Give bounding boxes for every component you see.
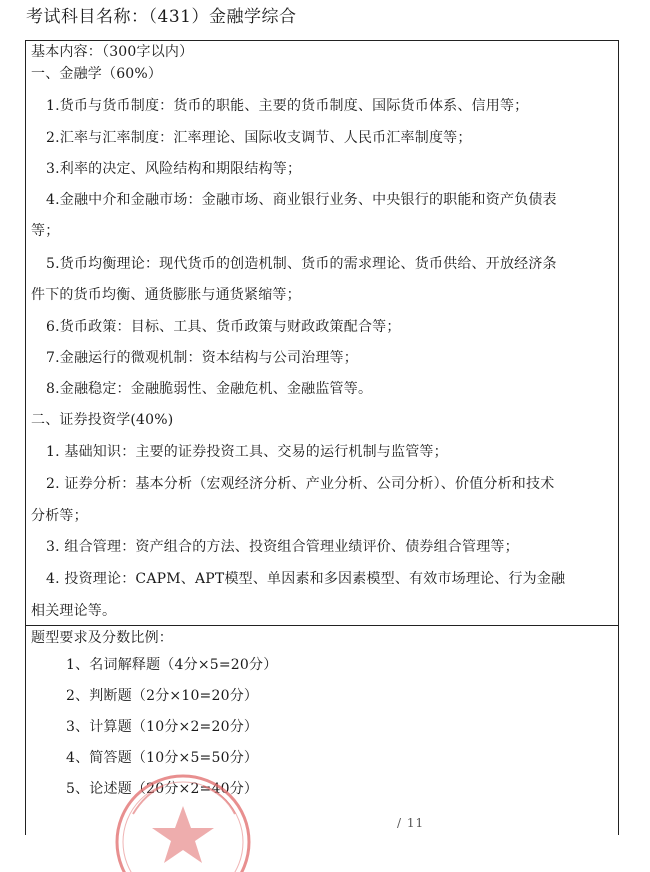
basic-content-heading: 基本内容：（300字以内）: [31, 44, 194, 60]
section2-item: 2. 证券分析：基本分析（宏观经济分析、产业分析、公司分析）、价值分析和技术: [46, 476, 555, 492]
section1-item: 2.汇率与汇率制度：汇率理论、国际收支调节、人民币汇率制度等；: [46, 130, 472, 146]
requirement-item: 4、简答题（10分×5=50分）: [66, 750, 259, 766]
requirement-item: 2、判断题（2分×10=20分）: [66, 688, 259, 704]
section1-item: 6.货币政策：目标、工具、货币政策与财政政策配合等；: [46, 319, 401, 335]
section1-item: 8.金融稳定：金融脆弱性、金融危机、金融监管等。: [46, 381, 373, 397]
section2-item-continued: 分析等；: [31, 508, 88, 524]
section-divider: [25, 625, 619, 626]
section2-heading: 二、证券投资学(40%): [31, 412, 174, 428]
requirement-item: 3、计算题（10分×2=20分）: [66, 719, 259, 735]
section1-item: 4.金融中介和金融市场：金融市场、商业银行业务、中央银行的职能和资产负债表: [46, 192, 557, 208]
requirement-item: 1、名词解释题（4分×5=20分）: [66, 657, 278, 673]
requirement-item: 5、论述题（20分×2=40分）: [66, 781, 259, 797]
page-number: / 11: [397, 816, 425, 830]
requirements-heading: 题型要求及分数比例：: [31, 630, 173, 646]
section2-item: 3. 组合管理：资产组合的方法、投资组合管理业绩评价、债券组合管理等；: [46, 539, 519, 555]
section2-item: 4. 投资理论：CAPM、APT模型、单因素和多因素模型、有效市场理论、行为金融: [46, 571, 566, 587]
section2-item-continued: 相关理论等。: [31, 603, 117, 619]
section1-item: 3.利率的决定、风险结构和期限结构等；: [46, 161, 302, 177]
section1-item-continued: 件下的货币均衡、通货膨胀与通货紧缩等；: [31, 287, 301, 303]
section2-item: 1. 基础知识：主要的证券投资工具、交易的运行机制与监管等；: [46, 444, 448, 460]
section1-item: 5.货币均衡理论：现代货币的创造机制、货币的需求理论、货币供给、开放经济条: [46, 256, 557, 272]
syllabus-box: [25, 40, 619, 835]
section1-heading: 一、金融学（60%）: [31, 66, 163, 82]
section1-item: 7.金融运行的微观机制：资本结构与公司治理等；: [46, 350, 358, 366]
section1-item: 1.货币与货币制度：货币的职能、主要的货币制度、国际货币体系、信用等；: [46, 98, 529, 114]
section1-item-continued: 等；: [31, 223, 60, 239]
page-title: 考试科目名称：（431）金融学综合: [26, 7, 297, 27]
